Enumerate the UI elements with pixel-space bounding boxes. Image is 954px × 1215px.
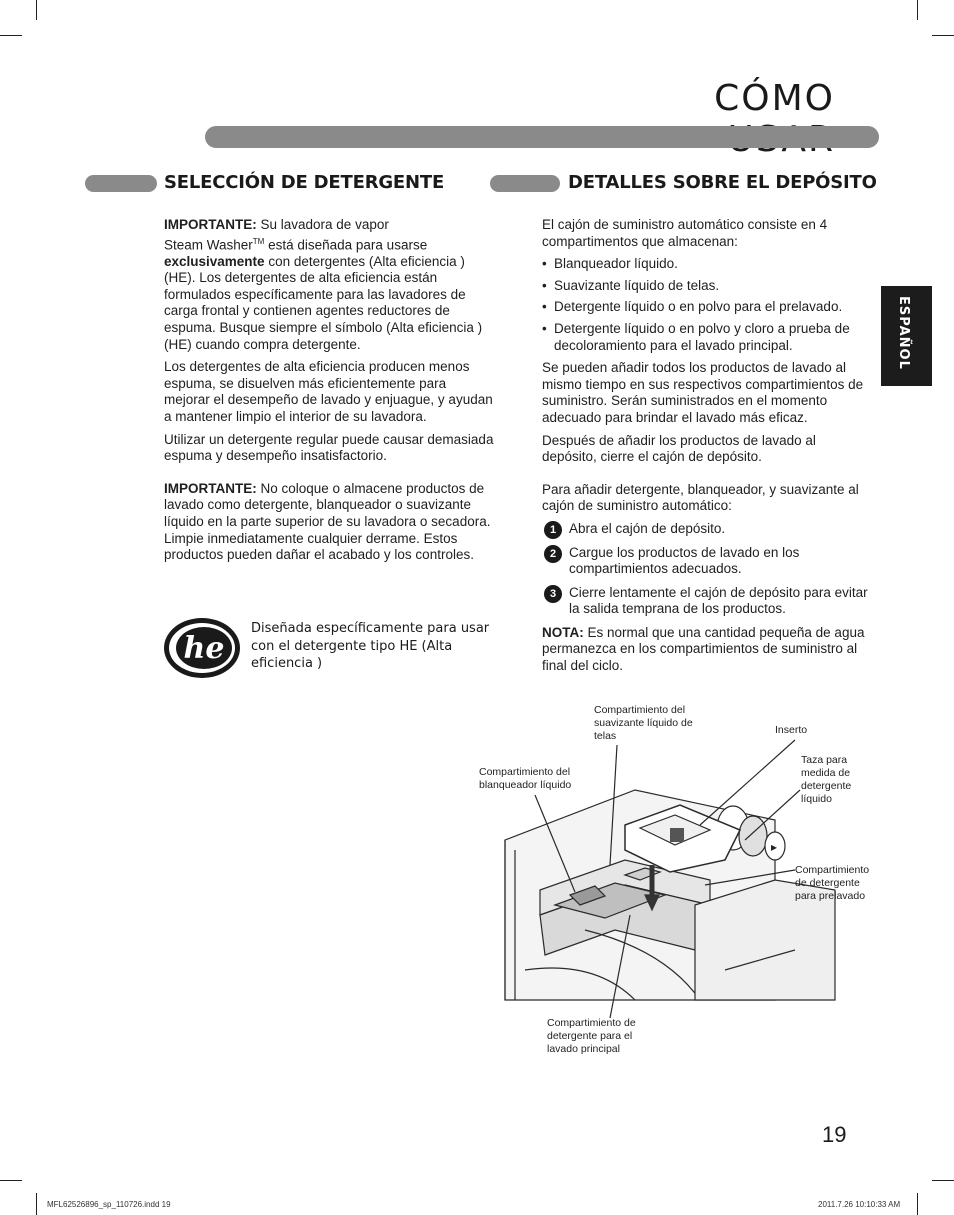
callout-prewash: Compartimiento de detergente para prelavado (795, 864, 870, 902)
crop-mark (932, 1180, 954, 1181)
left-body (164, 217, 494, 570)
callout-insert: Inserto (775, 724, 808, 736)
important-label: IMPORTANTE: (164, 480, 257, 496)
regular-detergent-paragraph: Utilizar un detergente regular puede causar demasiada espuma y desempeño insatisfactorio. (164, 431, 494, 464)
text-run: Steam Washer (164, 237, 253, 253)
header-bar (205, 126, 879, 148)
add-products-paragraph: Para añadir detergente, blanqueador, y suavizante al cajón de suministro automático: (542, 481, 859, 514)
callout-main-wash: Compartimiento de detergente para el lavado principal (547, 1017, 636, 1055)
compartment-list (542, 256, 872, 354)
callout-cup: Taza para medida de detergente líquido (801, 754, 852, 805)
callout-softener: Compartimiento del suavizante líquido de telas (594, 704, 693, 742)
crop-mark (0, 35, 22, 36)
he-caption: Diseñada específicamente para usar con el detergente tipo HE (Alta eficiencia ) (251, 621, 490, 671)
all-products-paragraph: Se pueden añadir todos los productos de lavado al mismo tiempo en sus respectivos compartimientos de suministro. Serán suministrados en el momento adecuado para brindar el lavado más eficaz. (542, 360, 864, 425)
section-heading-dispenser: DETALLES SOBRE EL DEPÓSITO (568, 172, 877, 193)
text-run: está diseñada para usarse (264, 237, 428, 253)
section-pill-right (490, 175, 560, 192)
footer-file: MFL62526896_sp_110726.indd 19 (47, 1200, 171, 1209)
step-text: Cargue los productos de lavado en los compartimientos adecuados. (569, 544, 800, 577)
language-tab (881, 286, 932, 386)
trademark: TM (252, 236, 265, 246)
right-body (542, 217, 872, 681)
he-logo (163, 617, 241, 679)
page-title: CÓMO (714, 78, 835, 119)
crop-mark (917, 1193, 918, 1215)
important-paragraph-2 (164, 481, 494, 564)
section-pill-left (85, 175, 157, 192)
list-item: • Blanqueador líquido. (542, 256, 872, 273)
note-paragraph (542, 625, 872, 675)
crop-mark (917, 0, 918, 20)
page-number: 19 (822, 1122, 847, 1147)
text-run: Su lavadora de vapor (256, 217, 389, 232)
emphasis: exclusivamente (164, 253, 265, 269)
important-label: IMPORTANTE: (164, 217, 257, 232)
dispenser-intro: El cajón de suministro automático consiste en 4 compartimentos que almacenan: (542, 217, 828, 249)
steps-list (542, 521, 872, 618)
text-run: con detergentes (Alta eficiencia ) (HE). Los detergentes de alta eficiencia están formulados específicamente para las lavadores de carga frontal y contienen agentes reductores de espuma. Busque siempre el símbolo (Alta eficiencia ) (HE) cuando compra detergente. (164, 253, 483, 352)
step-number: 2 (544, 545, 562, 563)
step-text: Cierre lentamente el cajón de depósito para evitar la salida temprana de los productos. (569, 584, 868, 617)
he-logo-text: he (183, 631, 225, 666)
section-heading-detergent: SELECCIÓN DE DETERGENTE (164, 172, 445, 193)
svg-text:▸: ▸ (771, 840, 778, 854)
text-run: No coloque o almacene productos de lavado como detergente, blanqueador o suavizante líquido en la parte superior de su lavadora o secadora. Limpie inmediatamente cualquier derrame. Estos productos pueden dañar el acabado y los controles. (164, 480, 491, 563)
callout-bleach: Compartimiento del blanqueador líquido (479, 766, 572, 791)
step-item (542, 585, 872, 618)
he-benefits-paragraph: Los detergentes de alta eficiencia producen menos espuma, se disuelven más eficientemente para mejorar el desempeño de lavado y enjuague, y ayudan a mantener limpio el interior de su lavadora. (164, 359, 493, 425)
language-tab-label: ESPAÑOL (896, 296, 911, 370)
list-item: • Detergente líquido o en polvo para el prelavado. (542, 299, 872, 316)
close-drawer-paragraph: Después de añadir los productos de lavado al depósito, cierre el cajón de depósito. (542, 432, 816, 465)
list-item: • Detergente líquido o en polvo y cloro a prueba de decoloramiento para el lavado principal. (542, 321, 872, 354)
crop-mark (36, 0, 37, 20)
step-text: Abra el cajón de depósito. (569, 520, 726, 536)
footer-timestamp: 2011.7.26 10:10:33 AM (818, 1200, 901, 1209)
note-label: NOTA: (542, 624, 584, 640)
important-paragraph-1 (164, 217, 494, 353)
step-number: 3 (544, 585, 562, 603)
step-item (542, 545, 872, 578)
step-item (542, 521, 872, 538)
crop-mark (36, 1193, 37, 1215)
text-run: Es normal que una cantidad pequeña de agua permanezca en los compartimientos de suministro al final del ciclo. (542, 624, 865, 674)
crop-mark (0, 1180, 22, 1181)
list-item: • Suavizante líquido de telas. (542, 278, 872, 295)
step-number: 1 (544, 521, 562, 539)
crop-mark (932, 35, 954, 36)
